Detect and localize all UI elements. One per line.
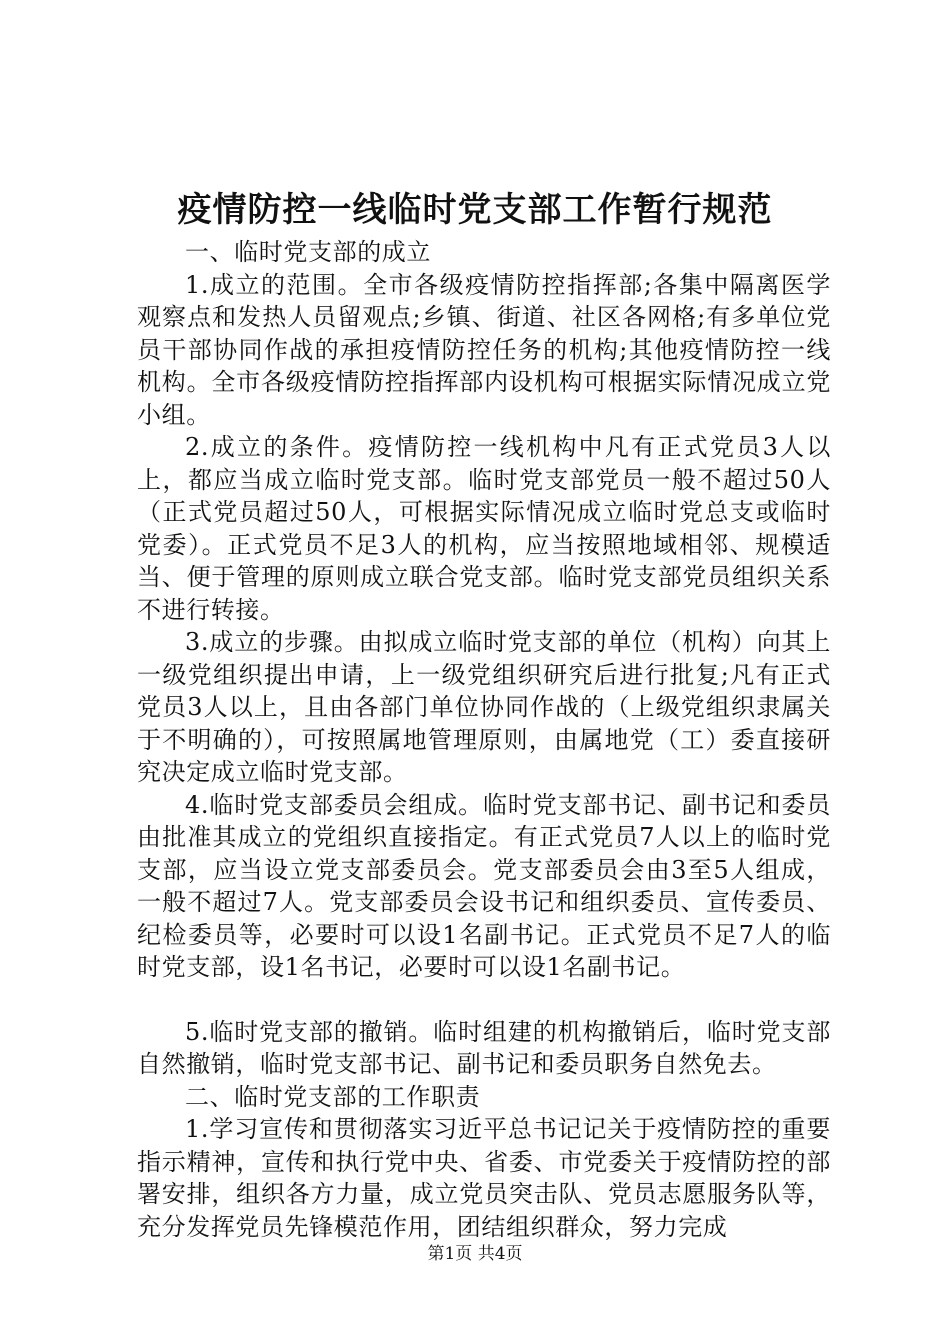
- document-body: [137, 236, 831, 1243]
- paragraph: 3.成立的步骤。由拟成立临时党支部的单位（机构）向其上一级党组织提出申请，上一级党组织研究后进行批复;凡有正式党员3人以上，且由各部门单位协同作战的（上级党组织隶属关于不明确的），可按照属地管理原则，由属地党（工）委直接研究决定成立临时党支部。: [137, 628, 831, 786]
- paragraph: 1.学习宣传和贯彻落实习近平总书记记关于疫情防控的重要指示精神，宣传和执行党中央、省委、市党委关于疫情防控的部署安排，组织各方力量，成立党员突击队、党员志愿服务队等，充分发挥党员先锋模范作用，团结组织群众，努力完成: [137, 1115, 831, 1241]
- paragraph-spacer: [137, 984, 831, 1016]
- document-title: 疫情防控一线临时党支部工作暂行规范: [177, 190, 773, 230]
- paragraph: 1.成立的范围。全市各级疫情防控指挥部;各集中隔离医学观察点和发热人员留观点;乡镇、街道、社区各网格;有多单位党员干部协同作战的承担疫情防控任务的机构;其他疫情防控一线机构。全市各级疫情防控指挥部内设机构可根据实际情况成立党小组。: [137, 270, 831, 429]
- paragraph: 4.临时党支部委员会组成。临时党支部书记、副书记和委员由批准其成立的党组织直接指定。有正式党员7人以上的临时党支部，应当设立党支部委员会。党支部委员会由3至5人组成，一般不超过7人。党支部委员会设书记和组织委员、宣传委员、纪检委员等，必要时可以设1名副书记。正式党员不足7人的临时党支部，设1名书记，必要时可以设1名副书记。: [137, 790, 831, 981]
- section-heading: 二、临时党支部的工作职责: [185, 1082, 481, 1111]
- page-number-footer: 第1页 共4页: [427, 1244, 523, 1264]
- section-heading: 一、临时党支部的成立: [185, 238, 431, 266]
- paragraph: 5.临时党支部的撤销。临时组建的机构撤销后，临时党支部自然撤销，临时党支部书记、副书记和委员职务自然免去。: [137, 1017, 831, 1078]
- paragraph: 2.成立的条件。疫情防控一线机构中凡有正式党员3人以上，都应当成立临时党支部。临时党支部党员一般不超过50人（正式党员超过50人，可根据实际情况成立临时党总支或临时党委）。正式党员不足3人的机构，应当按照地域相邻、规模适当、便于管理的原则成立联合党支部。临时党支部党员组织关系不进行转接。: [137, 433, 831, 624]
